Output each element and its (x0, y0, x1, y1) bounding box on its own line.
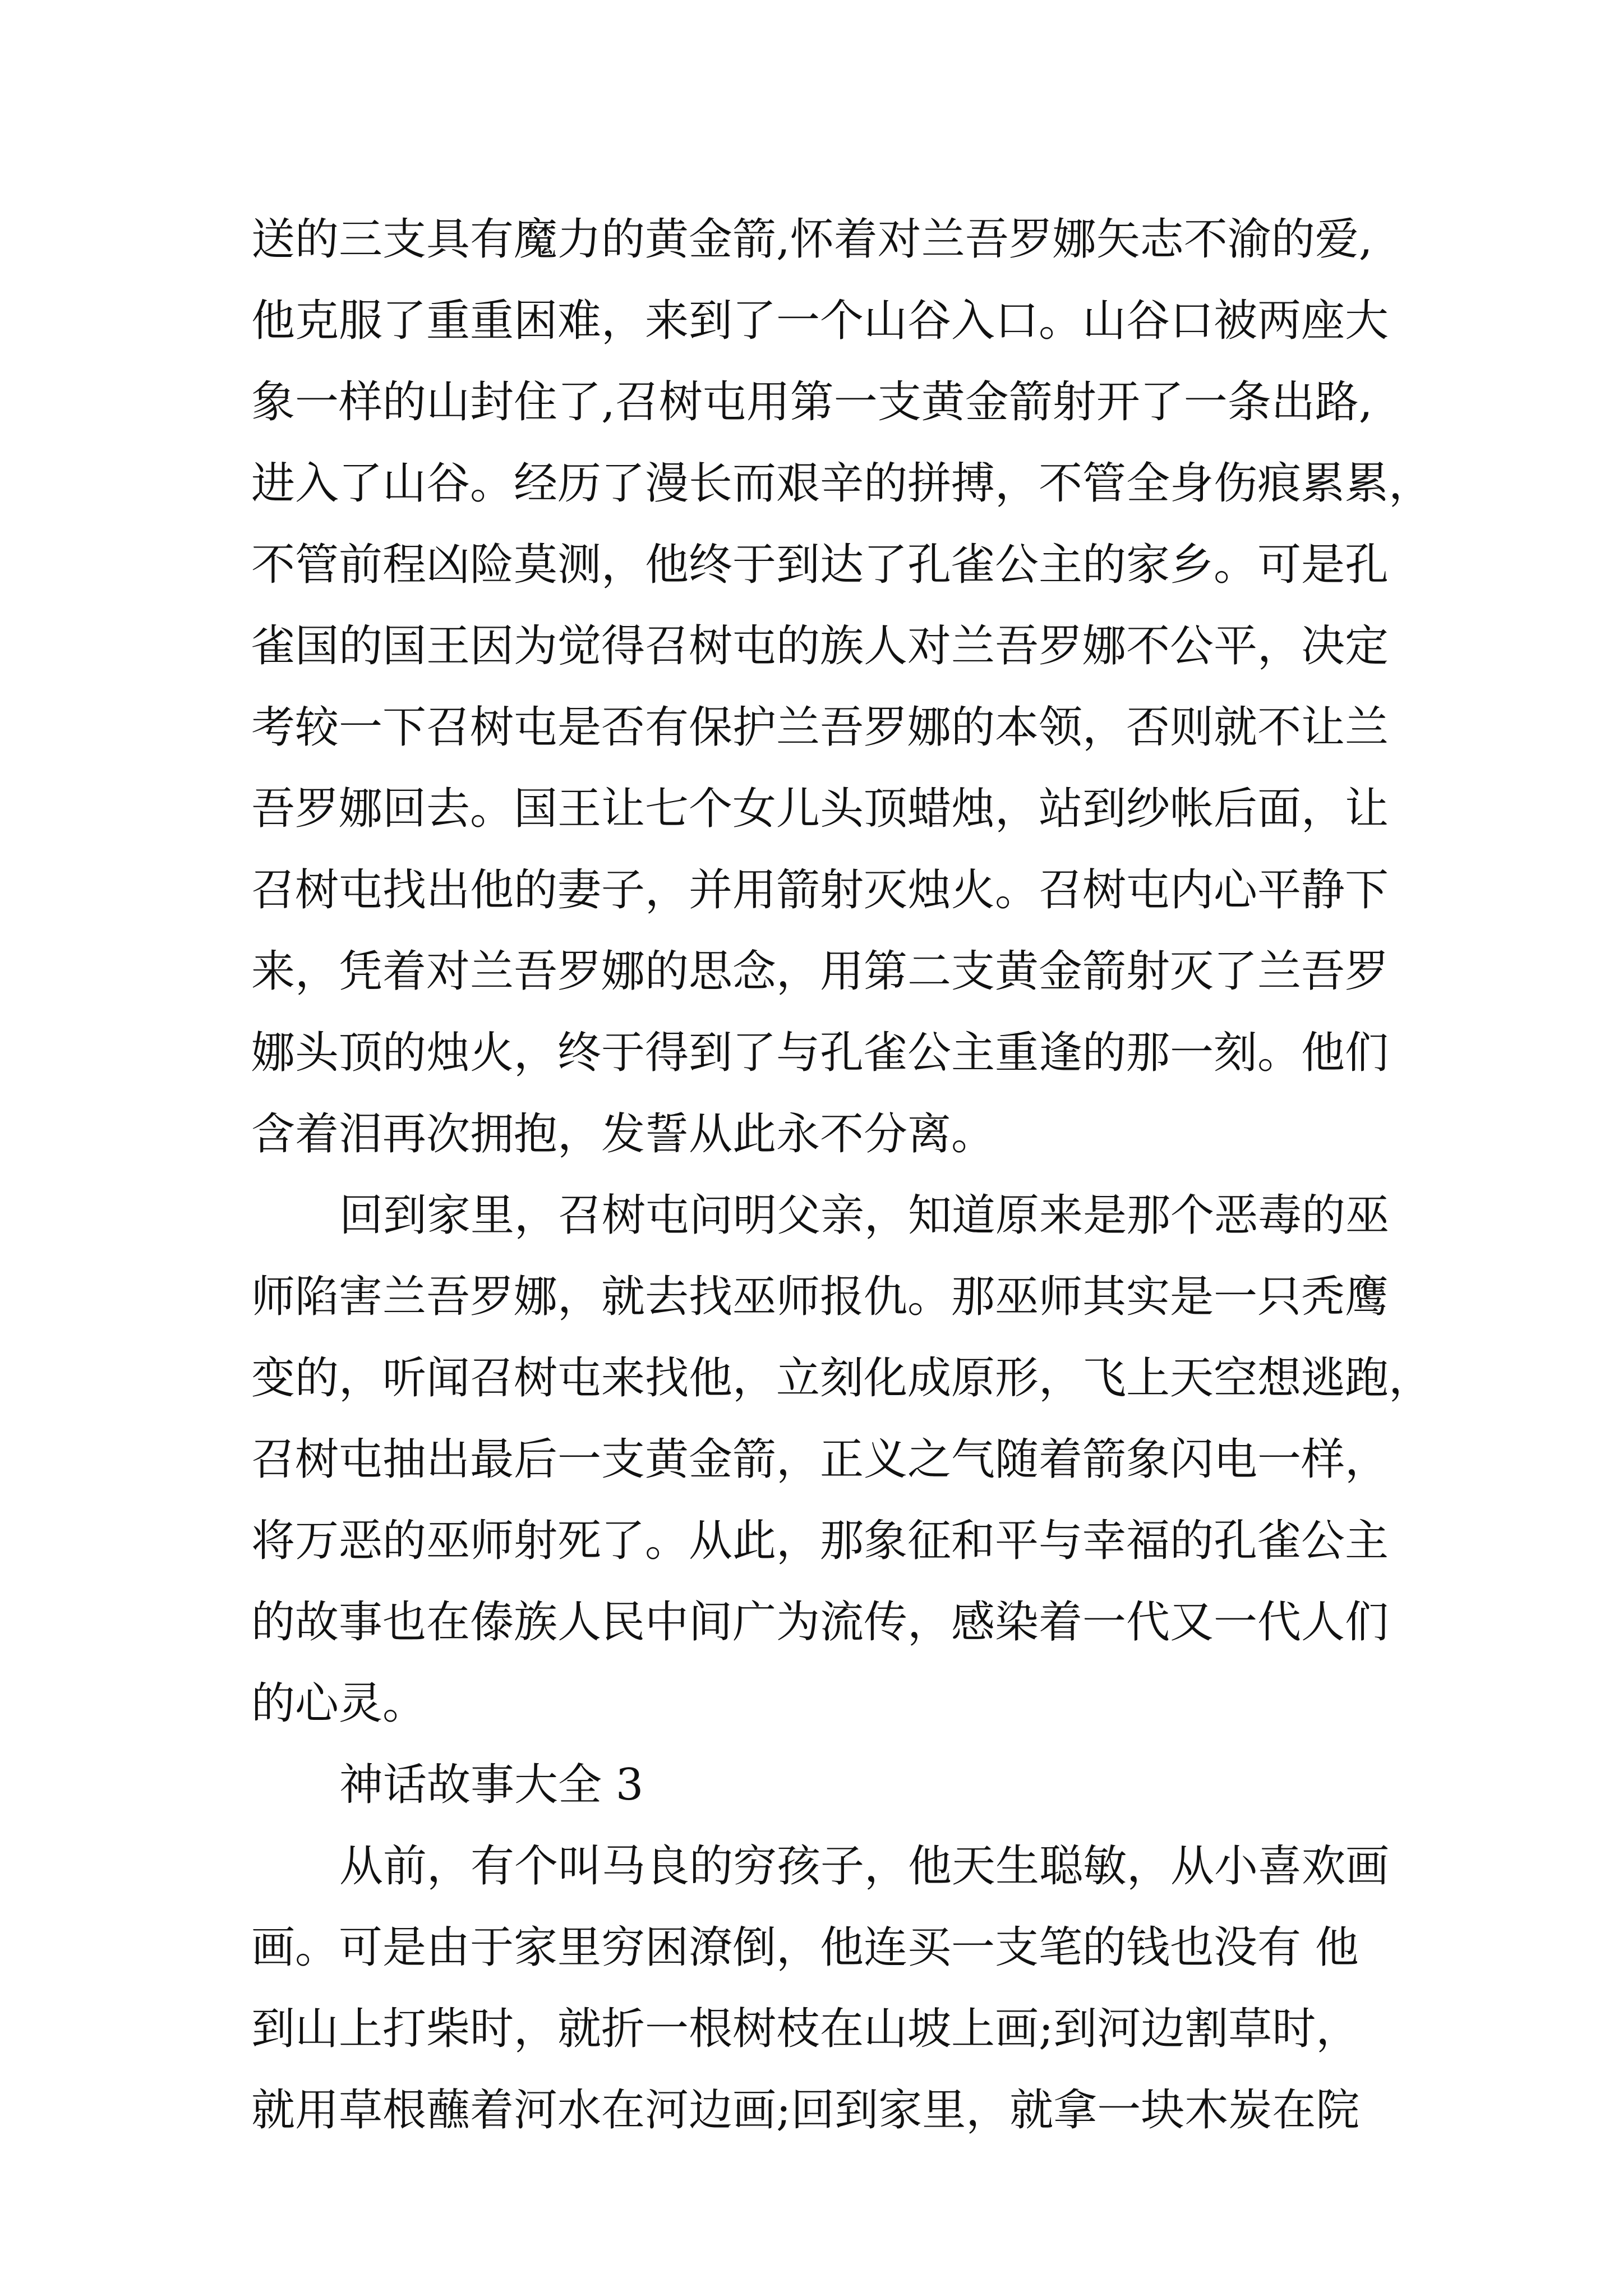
text-line: 召树屯找出他的妻子，并用箭射灭烛火。召树屯内心平静下 (251, 865, 1389, 915)
paragraph-start-line: 回到家里，召树屯问明父亲，知道原来是那个恶毒的巫 (339, 1190, 1390, 1241)
text-line: 变的，听闻召树屯来找他，立刻化成原形，飞上天空想逃跑， (251, 1353, 1433, 1404)
text-line: 考较一下召树屯是否有保护兰吾罗娜的本领，否则就不让兰 (251, 702, 1389, 753)
text-line: 将万恶的巫师射死了。从此，那象征和平与幸福的孔雀公主 (251, 1516, 1389, 1566)
text-line: 师陷害兰吾罗娜，就去找巫师报仇。那巫师其实是一只秃鹰 (251, 1272, 1389, 1322)
text-line: 的故事也在傣族人民中间广为流传，感染着一代又一代人们 (251, 1597, 1389, 1648)
text-line: 吾罗娜回去。国王让七个女儿头顶蜡烛，站到纱帐后面，让 (251, 784, 1389, 834)
text-line: 象一样的山封住了,召树屯用第一支黄金箭射开了一条出路, (251, 377, 1373, 427)
section-heading: 神话故事大全 3 (339, 1760, 644, 1810)
text-line: 进入了山谷。经历了漫长而艰辛的拼搏，不管全身伤痕累累， (251, 458, 1433, 509)
text-line: 来，凭着对兰吾罗娜的思念，用第二支黄金箭射灭了兰吾罗 (251, 946, 1389, 997)
text-line: 的心灵。 (251, 1678, 427, 1729)
text-line: 到山上打柴时，就折一根树枝在山坡上画;到河边割草时， (251, 2004, 1360, 2054)
text-line: 雀国的国王因为觉得召树屯的族人对兰吾罗娜不公平，决定 (251, 621, 1389, 671)
text-line: 召树屯抽出最后一支黄金箭，正义之气随着箭象闪电一样， (251, 1434, 1389, 1485)
text-line: 含着泪再次拥抱，发誓从此永不分离。 (251, 1109, 995, 1159)
text-line: 就用草根蘸着河水在河边画;回到家里，就拿一块木炭在院 (251, 2085, 1360, 2136)
text-line: 画。可是由于家里穷困潦倒，他连买一支笔的钱也没有 他 (251, 1922, 1359, 1973)
text-line: 他克服了重重困难，来到了一个山谷入口。山谷口被两座大 (251, 296, 1389, 346)
paragraph-start-line: 从前，有个叫马良的穷孩子，他天生聪敏，从小喜欢画 (339, 1841, 1390, 1892)
text-line: 娜头顶的烛火，终于得到了与孔雀公主重逢的那一刻。他们 (251, 1028, 1389, 1078)
text-line: 送的三支具有魔力的黄金箭,怀着对兰吾罗娜矢志不渝的爱, (251, 214, 1373, 265)
text-line: 不管前程凶险莫测，他终于到达了孔雀公主的家乡。可是孔 (251, 540, 1389, 590)
document-body (251, 199, 1457, 2151)
